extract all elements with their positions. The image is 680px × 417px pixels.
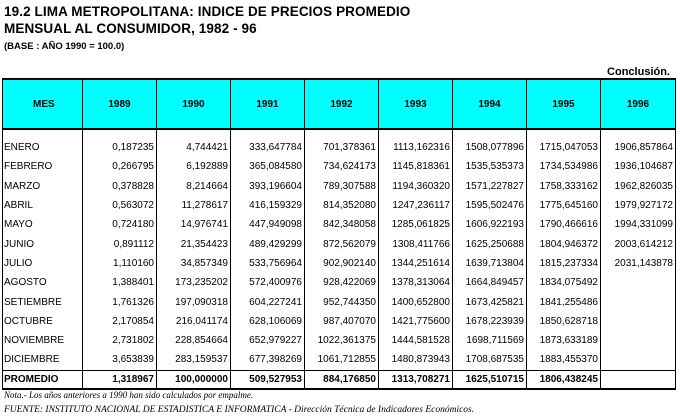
base-note: (BASE : AÑO 1990 = 100.0) <box>4 41 125 52</box>
column-header-1994: 1994 <box>453 79 527 129</box>
value-cell: 1,318967 <box>83 370 157 389</box>
value-cell: 2,170854 <box>83 312 157 331</box>
value-cell: 789,307588 <box>305 177 379 196</box>
value-cell: 1400,652800 <box>379 292 453 311</box>
value-cell: 1113,162316 <box>379 138 453 157</box>
footnote: Nota.- Los años anteriores a 1990 han sido calculados por empalme. <box>4 390 254 400</box>
value-cell: 1715,047053 <box>527 138 601 157</box>
column-header-1991: 1991 <box>231 79 305 129</box>
value-cell: 11,278617 <box>157 196 231 215</box>
page-subtitle: MENSUAL AL CONSUMIDOR, 1982 - 96 <box>4 21 257 36</box>
value-cell: 1,110160 <box>83 254 157 273</box>
spacer-row <box>3 129 676 138</box>
conclusion-label: Conclusión. <box>607 66 670 78</box>
value-cell: 4,744421 <box>157 138 231 157</box>
price-index-table <box>2 78 676 390</box>
value-cell: 814,352080 <box>305 196 379 215</box>
value-cell: 1790,466616 <box>527 215 601 234</box>
page-title: 19.2 LIMA METROPOLITANA: INDICE DE PRECIOS PROMEDIO <box>4 4 411 19</box>
value-cell: 1883,455370 <box>527 350 601 370</box>
value-cell: 604,227241 <box>231 292 305 311</box>
value-cell: 1673,425821 <box>453 292 527 311</box>
value-cell: 173,235202 <box>157 273 231 292</box>
value-cell: 1775,645160 <box>527 196 601 215</box>
value-cell: 734,624173 <box>305 157 379 176</box>
value-cell: 1535,535373 <box>453 157 527 176</box>
value-cell: 0,724180 <box>83 215 157 234</box>
table-row <box>3 350 676 370</box>
month-cell: MARZO <box>3 177 83 196</box>
value-cell: 14,976741 <box>157 215 231 234</box>
value-cell: 3,653839 <box>83 350 157 370</box>
value-cell: 677,398269 <box>231 350 305 370</box>
value-cell: 842,348058 <box>305 215 379 234</box>
value-cell: 1850,628718 <box>527 312 601 331</box>
value-cell: 1606,922193 <box>453 215 527 234</box>
month-cell: OCTUBRE <box>3 312 83 331</box>
value-cell: 572,400976 <box>231 273 305 292</box>
value-cell: 1194,360320 <box>379 177 453 196</box>
value-cell: 952,744350 <box>305 292 379 311</box>
value-cell: 6,192889 <box>157 157 231 176</box>
table-row <box>3 215 676 234</box>
value-cell: 216,041174 <box>157 312 231 331</box>
value-cell: 228,854664 <box>157 331 231 350</box>
value-cell: 701,378361 <box>305 138 379 157</box>
value-cell: 8,214664 <box>157 177 231 196</box>
value-cell: 1708,687535 <box>453 350 527 370</box>
value-cell: 1936,104687 <box>601 157 676 176</box>
value-cell: 1444,581528 <box>379 331 453 350</box>
value-cell: 0,266795 <box>83 157 157 176</box>
column-header-1995: 1995 <box>527 79 601 129</box>
value-cell: 1962,826035 <box>601 177 676 196</box>
month-cell: NOVIEMBRE <box>3 331 83 350</box>
value-cell: 1285,061825 <box>379 215 453 234</box>
value-cell: 1834,075492 <box>527 273 601 292</box>
value-cell: 447,949098 <box>231 215 305 234</box>
value-cell: 1979,927172 <box>601 196 676 215</box>
value-cell: 416,159329 <box>231 196 305 215</box>
column-header-1990: 1990 <box>157 79 231 129</box>
value-cell: 1806,438245 <box>527 370 601 389</box>
month-cell: AGOSTO <box>3 273 83 292</box>
value-cell: 393,196604 <box>231 177 305 196</box>
value-cell: 100,000000 <box>157 370 231 389</box>
value-cell: 1344,251614 <box>379 254 453 273</box>
value-cell: 1734,534986 <box>527 157 601 176</box>
value-cell: 1421,775600 <box>379 312 453 331</box>
value-cell: 21,354423 <box>157 234 231 253</box>
value-cell: 902,902140 <box>305 254 379 273</box>
value-cell: 197,090318 <box>157 292 231 311</box>
value-cell: 1678,223939 <box>453 312 527 331</box>
value-cell: 1145,818361 <box>379 157 453 176</box>
table-row <box>3 157 676 176</box>
month-cell: PROMEDIO <box>3 370 83 389</box>
column-header-1996: 1996 <box>601 79 676 129</box>
month-cell: ABRIL <box>3 196 83 215</box>
value-cell: 1906,857864 <box>601 138 676 157</box>
value-cell: 2031,143878 <box>601 254 676 273</box>
value-cell: 1061,712855 <box>305 350 379 370</box>
value-cell <box>601 292 676 311</box>
value-cell: 872,562079 <box>305 234 379 253</box>
column-header-1989: 1989 <box>83 79 157 129</box>
source-note: FUENTE: INSTITUTO NACIONAL DE ESTADISTICA E INFORMATICA - Dirección Técnica de Indicadores Económicos. <box>4 405 475 415</box>
month-cell: FEBRERO <box>3 157 83 176</box>
value-cell: 628,106069 <box>231 312 305 331</box>
month-cell: MAYO <box>3 215 83 234</box>
value-cell: 1022,361375 <box>305 331 379 350</box>
table-row <box>3 331 676 350</box>
table-row <box>3 273 676 292</box>
value-cell: 1595,502476 <box>453 196 527 215</box>
value-cell: 884,176850 <box>305 370 379 389</box>
value-cell: 1873,633189 <box>527 331 601 350</box>
table-row <box>3 196 676 215</box>
value-cell: 1,388401 <box>83 273 157 292</box>
column-header-1992: 1992 <box>305 79 379 129</box>
value-cell: 1698,711569 <box>453 331 527 350</box>
value-cell: 652,979227 <box>231 331 305 350</box>
value-cell: 0,891112 <box>83 234 157 253</box>
value-cell: 1994,331099 <box>601 215 676 234</box>
value-cell: 333,647784 <box>231 138 305 157</box>
column-header-mes: MES <box>3 79 83 129</box>
value-cell <box>601 273 676 292</box>
value-cell: 1508,077896 <box>453 138 527 157</box>
table-row <box>3 177 676 196</box>
column-header-1993: 1993 <box>379 79 453 129</box>
value-cell: 1,761326 <box>83 292 157 311</box>
value-cell: 1247,236117 <box>379 196 453 215</box>
table-row <box>3 234 676 253</box>
value-cell: 1625,510715 <box>453 370 527 389</box>
value-cell: 34,857349 <box>157 254 231 273</box>
value-cell: 1378,313064 <box>379 273 453 292</box>
value-cell: 1625,250688 <box>453 234 527 253</box>
table-row <box>3 254 676 273</box>
month-cell: JUNIO <box>3 234 83 253</box>
value-cell: 987,407070 <box>305 312 379 331</box>
value-cell: 1571,227827 <box>453 177 527 196</box>
value-cell: 0,563072 <box>83 196 157 215</box>
value-cell: 1480,873943 <box>379 350 453 370</box>
table-row <box>3 312 676 331</box>
value-cell: 283,159537 <box>157 350 231 370</box>
value-cell <box>601 350 676 370</box>
value-cell: 533,756964 <box>231 254 305 273</box>
value-cell <box>601 370 676 389</box>
value-cell: 365,084580 <box>231 157 305 176</box>
value-cell: 1664,849457 <box>453 273 527 292</box>
value-cell: 0,187235 <box>83 138 157 157</box>
value-cell <box>601 312 676 331</box>
table-row <box>3 138 676 157</box>
value-cell: 1639,713804 <box>453 254 527 273</box>
header-row <box>3 79 676 129</box>
value-cell: 1815,237334 <box>527 254 601 273</box>
promedio-row <box>3 370 676 389</box>
table-row <box>3 292 676 311</box>
value-cell: 1841,255486 <box>527 292 601 311</box>
value-cell: 1313,708271 <box>379 370 453 389</box>
value-cell: 489,429299 <box>231 234 305 253</box>
month-cell: ENERO <box>3 138 83 157</box>
value-cell: 1308,411766 <box>379 234 453 253</box>
value-cell: 1804,946372 <box>527 234 601 253</box>
value-cell: 928,422069 <box>305 273 379 292</box>
value-cell: 2003,614212 <box>601 234 676 253</box>
month-cell: SETIEMBRE <box>3 292 83 311</box>
month-cell: JULIO <box>3 254 83 273</box>
value-cell: 0,378828 <box>83 177 157 196</box>
value-cell <box>601 331 676 350</box>
month-cell: DICIEMBRE <box>3 350 83 370</box>
value-cell: 509,527953 <box>231 370 305 389</box>
value-cell: 2,731802 <box>83 331 157 350</box>
value-cell: 1758,333162 <box>527 177 601 196</box>
